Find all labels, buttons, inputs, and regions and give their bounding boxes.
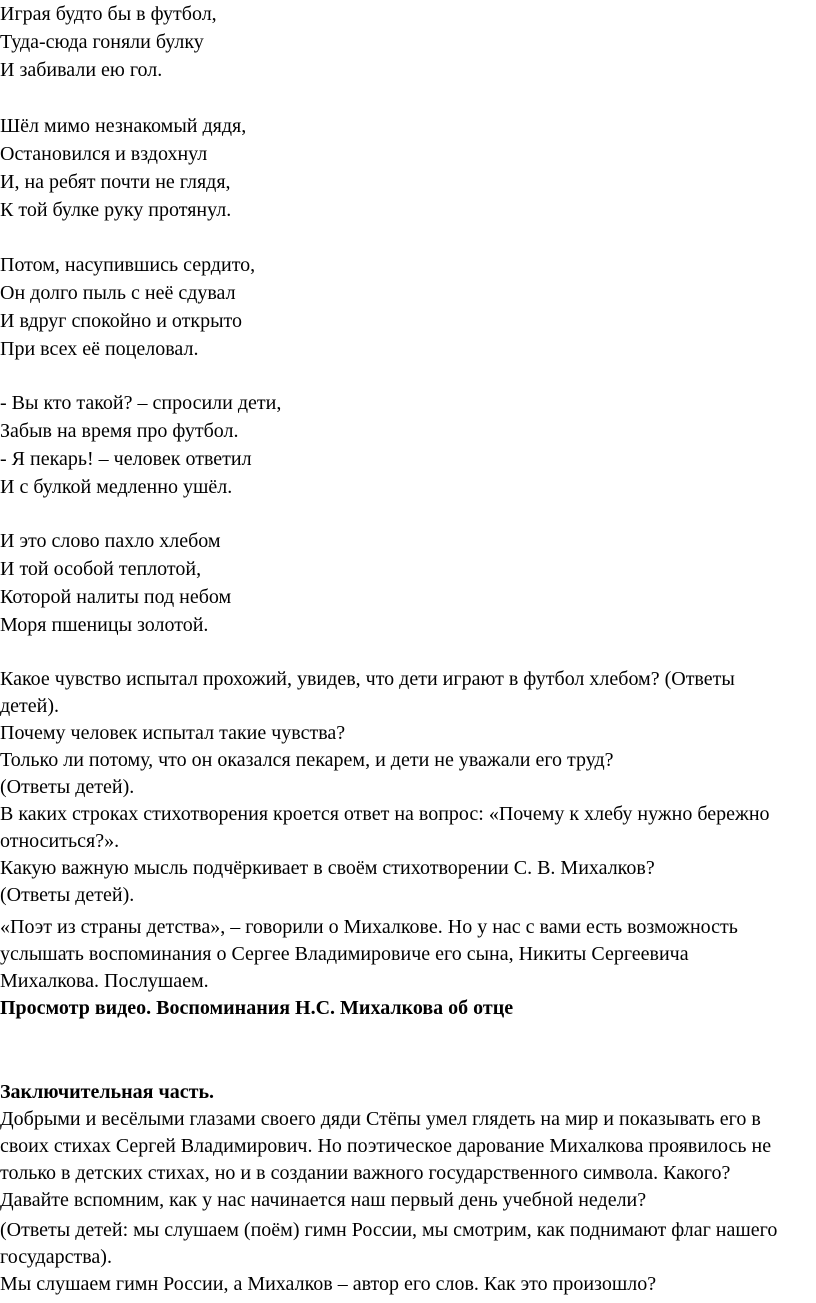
question-line: Только ли потому, что он оказался пекарем, и дети не уважали его труд? [0,749,614,771]
paragraph-line: (Ответы детей: мы слушаем (поём) гимн России, мы смотрим, как поднимают флаг нашего [0,1219,778,1241]
question-line: (Ответы детей). [0,884,135,906]
question-line: Почему человек испытал такие чувства? [0,722,346,744]
paragraph-line: государства). [0,1246,112,1268]
question-line: услышать воспоминания о Сергее Владимировиче его сына, Никиты Сергеевича [0,943,689,965]
question-line: (Ответы детей). [0,776,135,798]
poem-line: И, на ребят почти не глядя, [0,171,231,193]
poem-line: И с булкой медленно ушёл. [0,476,233,498]
question-line: «Поэт из страны детства», – говорили о Михалкове. Но у нас с вами есть возможность [0,916,738,938]
poem-line: - Вы кто такой? – спросили дети, [0,392,282,414]
poem-line: Туда-сюда гоняли булку [0,31,204,53]
poem-line: При всех её поцеловал. [0,338,199,360]
question-line: Какую важную мысль подчёркивает в своём стихотворении С. В. Михалков? [0,857,655,879]
poem-line: Он долго пыль с неё сдувал [0,282,236,304]
poem-line: К той булке руку протянул. [0,199,232,221]
question-line: детей). [0,695,60,717]
poem-line: И вдруг спокойно и открыто [0,310,243,332]
question-line: В каких строках стихотворения кроется ответ на вопрос: «Почему к хлебу нужно бережно [0,803,770,825]
poem-line: Играя будто бы в футбол, [0,3,217,25]
poem-line: И это слово пахло хлебом [0,530,221,552]
poem-line: Которой налиты под небом [0,586,232,608]
final-section-heading: Заключительная часть. [0,1081,215,1103]
paragraph-line: Добрыми и весёлыми глазами своего дяди Стёпы умел глядеть на мир и показывать его в [0,1108,761,1130]
question-line: относиться?». [0,830,120,852]
poem-line: Остановился и вздохнул [0,143,208,165]
video-heading: Просмотр видео. Воспоминания Н.С. Михалкова об отце [0,997,514,1019]
poem-line: Потом, насупившись сердито, [0,254,256,276]
poem-line: Шёл мимо незнакомый дядя, [0,115,247,137]
paragraph-line: Мы слушаем гимн России, а Михалков – автор его слов. Как это произошло? [0,1273,657,1295]
paragraph-line: Давайте вспомним, как у нас начинается наш первый день учебной недели? [0,1189,647,1211]
poem-line: И забивали ею гол. [0,59,163,81]
paragraph-line: своих стихах Сергей Владимирович. Но поэтическое дарование Михалкова проявилось не [0,1135,772,1157]
question-line: Михалкова. Послушаем. [0,970,209,992]
poem-line: И той особой теплотой, [0,558,202,580]
question-line: Какое чувство испытал прохожий, увидев, что дети играют в футбол хлебом? (Ответы [0,668,735,690]
poem-line: - Я пекарь! – человек ответил [0,448,252,470]
paragraph-line: только в детских стихах, но и в создании важного государственного символа. Какого? [0,1162,731,1184]
poem-line: Моря пшеницы золотой. [0,614,209,636]
poem-line: Забыв на время про футбол. [0,420,239,442]
